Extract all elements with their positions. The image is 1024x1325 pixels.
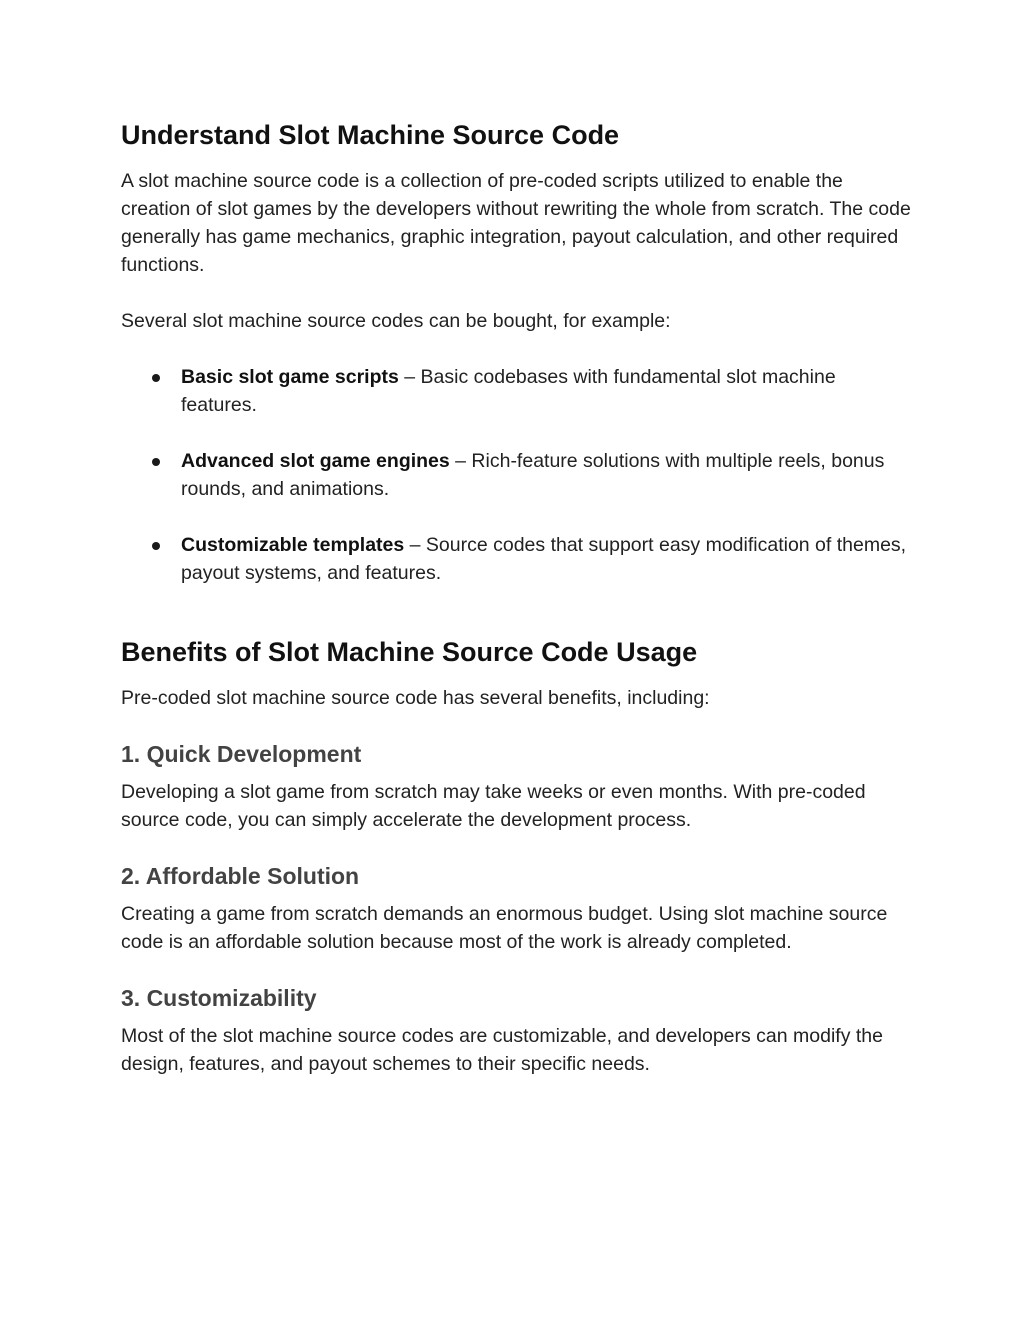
bullet-term: Advanced slot game engines [181, 450, 450, 473]
benefit-heading-customizability: 3. Customizability [121, 984, 317, 1011]
bullet-term: Basic slot game scripts [181, 366, 399, 389]
intro-paragraph: A slot machine source code is a collection of pre-coded scripts utilized to enable the creation of slot games by the developers without rewriting the whole from scratch. The code generally has game mechanics, graphic integration, payout calculation, and other required functions. [121, 170, 911, 277]
bullet-icon [152, 458, 160, 466]
lead-paragraph: Several slot machine source codes can be bought, for example: [121, 310, 671, 333]
list-item [181, 447, 911, 503]
section-title-benefits: Benefits of Slot Machine Source Code Usage [121, 637, 698, 668]
bullet-icon [152, 374, 160, 382]
bullet-term: Customizable templates [181, 534, 405, 557]
source-code-types-list [121, 363, 911, 587]
benefit-text-customizability: Most of the slot machine source codes are customizable, and developers can modify the design, features, and payout schemes to their specific needs. [121, 1024, 883, 1075]
benefits-intro-paragraph: Pre-coded slot machine source code has several benefits, including: [121, 687, 710, 710]
section-title-understand: Understand Slot Machine Source Code [121, 120, 620, 150]
document-page [121, 118, 911, 1078]
benefit-text-quick-development: Developing a slot game from scratch may take weeks or even months. With pre-coded source code, you can simply accelerate the development process. [121, 781, 866, 832]
bullet-description: – Source codes that support easy modification of themes, payout systems, and features. [181, 534, 907, 585]
benefit-heading-affordable-solution: 2. Affordable Solution [121, 863, 360, 890]
benefit-text-affordable-solution: Creating a game from scratch demands an enormous budget. Using slot machine source code is an affordable solution because most of the work is already completed. [121, 902, 888, 953]
bullet-icon [152, 542, 160, 550]
list-item [181, 363, 911, 419]
list-item [181, 531, 911, 587]
benefit-heading-quick-development: 1. Quick Development [121, 741, 362, 768]
bullet-description: – Rich-feature solutions with multiple reels, bonus rounds, and animations. [181, 450, 885, 501]
bullet-description: – Basic codebases with fundamental slot machine features. [181, 366, 836, 417]
